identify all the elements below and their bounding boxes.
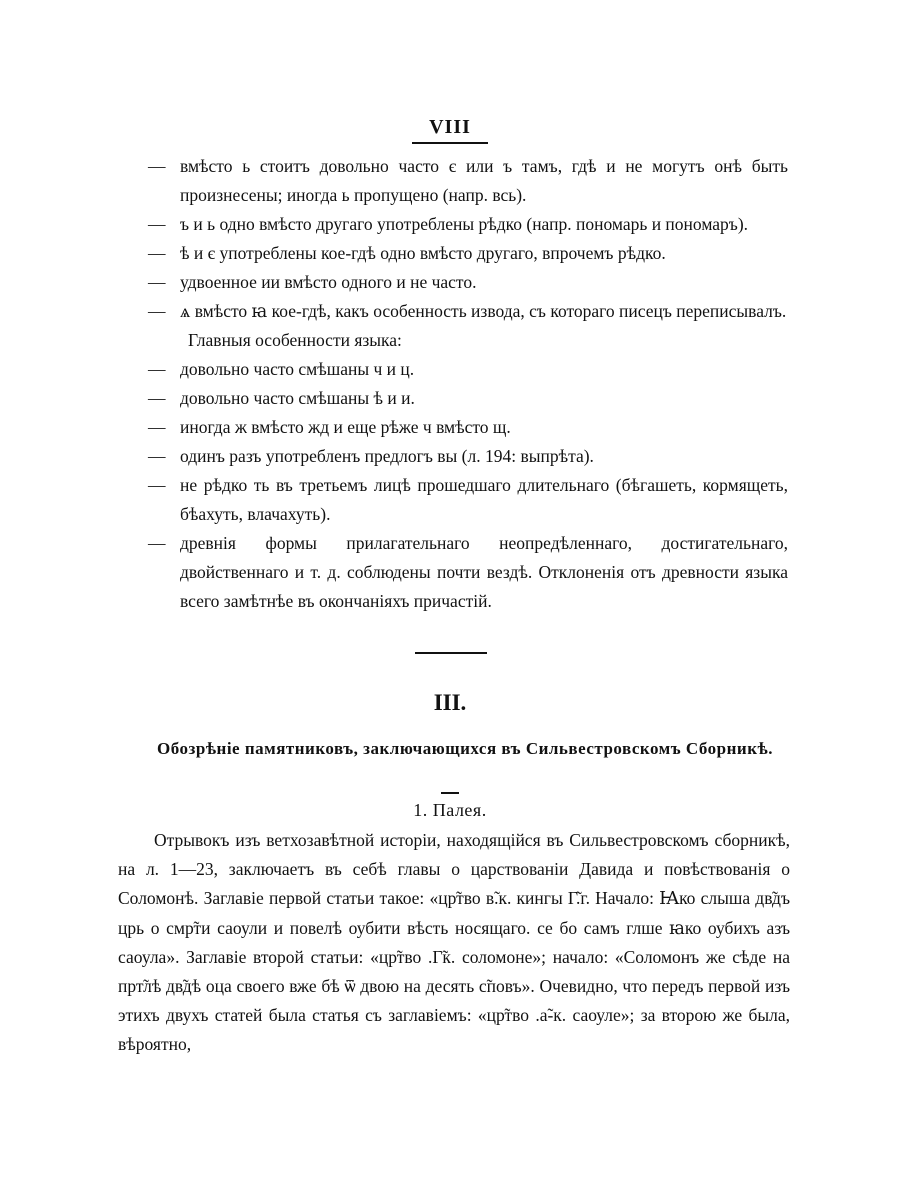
list-item bbox=[148, 210, 788, 239]
dash-marker: — bbox=[148, 533, 166, 553]
list-item bbox=[148, 384, 788, 413]
dash-marker: — bbox=[148, 417, 166, 437]
body-paragraph: Отрывокъ изъ ветхозавѣтной исторіи, находящійся въ Сильвестровскомъ сборникѣ, на л. 1—23, заключаетъ въ себѣ главы о царствованіи Давида и повѣствованія о Соломонѣ. Заглавіе первой статьи такое: «цр̃тво в̃.к. кингы Г̃.г. Начало: Ꙗко слыша дв̃дъ црь о смр̃ти саоули и повелѣ оубити вѣсть носящаго. се бо самъ глше ꙗко оубихъ азъ саоула». Заглавіе второй статьи: «цр̃тво .Г̃к. соломоне»; начало: «Соломонъ же сѣде на прт̃лѣ дв̃дѣ оца своего вже бѣ ѿ двою на десять с̃повъ». Очевидно, что передъ первой изъ этихъ двухъ статей была статья съ заглавіемъ: «цр̃тво .а̃-к. саоуле»; за второю же была, вѣроятно, bbox=[118, 830, 790, 1055]
list-item bbox=[148, 529, 788, 616]
dash-marker: — bbox=[148, 359, 166, 379]
list-item-text: иногда ж вмѣсто жд и еще рѣже ч вмѣсто щ. bbox=[180, 417, 511, 437]
section-title: Обозрѣніе памятниковъ, заключающихся въ Сильвестровскомъ Сборникѣ. bbox=[157, 739, 773, 758]
list-item bbox=[148, 297, 788, 326]
dash-marker: — bbox=[148, 214, 166, 234]
dash-marker: — bbox=[148, 446, 166, 466]
dash-marker: — bbox=[148, 301, 166, 321]
dash-marker: — bbox=[148, 388, 166, 408]
list-item-text: не рѣдко ть въ третьемъ лицѣ прошедшаго длительнаго (бѣгашеть, кормящеть, бѣахуть, влачахуть). bbox=[180, 475, 788, 524]
title-rule bbox=[441, 792, 459, 794]
page-number-underline bbox=[412, 142, 488, 144]
dash-marker: — bbox=[148, 156, 166, 176]
list-item-text: вмѣсто ь стоитъ довольно часто є или ъ тамъ, гдѣ и не могутъ онѣ быть произнесены; иногда ь пропущено (напр. всь). bbox=[180, 156, 788, 205]
list-item-text: одинъ разъ употребленъ предлогъ вы (л. 194: выпрѣта). bbox=[180, 446, 594, 466]
list-item-text: древнія формы прилагательнаго неопредѣленнаго, достигательнаго, двойственнаго и т. д. соблюдены почти вездѣ. Отклоненія отъ древности языка всего замѣтнѣе въ окончаніяхъ причастій. bbox=[180, 533, 788, 611]
list-item bbox=[148, 471, 788, 529]
dash-marker: — bbox=[148, 243, 166, 263]
section-divider bbox=[415, 652, 487, 654]
list-item-text: довольно часто смѣшаны ч и ц. bbox=[180, 359, 415, 379]
list-item bbox=[148, 268, 788, 297]
feature-list bbox=[148, 152, 788, 616]
list-item-text: ѧ вмѣсто ꙗ кое-гдѣ, какъ особенность извода, съ котораго писецъ переписывалъ. bbox=[180, 301, 787, 321]
language-features-heading: Главныя особенности языка: bbox=[188, 330, 402, 350]
page-number: VIII bbox=[429, 116, 471, 138]
list-item bbox=[148, 442, 788, 471]
list-item bbox=[148, 355, 788, 384]
list-item bbox=[148, 413, 788, 442]
list-item-text: удвоенное ии вмѣсто одного и не часто. bbox=[180, 272, 477, 292]
dash-marker: — bbox=[148, 272, 166, 292]
list-item bbox=[148, 152, 788, 210]
list-item-text: ъ и ь одно вмѣсто другаго употреблены рѣдко (напр. пономарь и пономаръ). bbox=[180, 214, 749, 234]
section-numeral: III. bbox=[433, 690, 467, 715]
list-item-text: довольно часто смѣшаны ѣ и и. bbox=[180, 388, 415, 408]
dash-marker: — bbox=[148, 475, 166, 495]
subsection-title: 1. Палея. bbox=[413, 800, 487, 820]
list-item bbox=[148, 239, 788, 268]
list-item-text: ѣ и є употреблены кое-гдѣ одно вмѣсто другаго, впрочемъ рѣдко. bbox=[180, 243, 666, 263]
